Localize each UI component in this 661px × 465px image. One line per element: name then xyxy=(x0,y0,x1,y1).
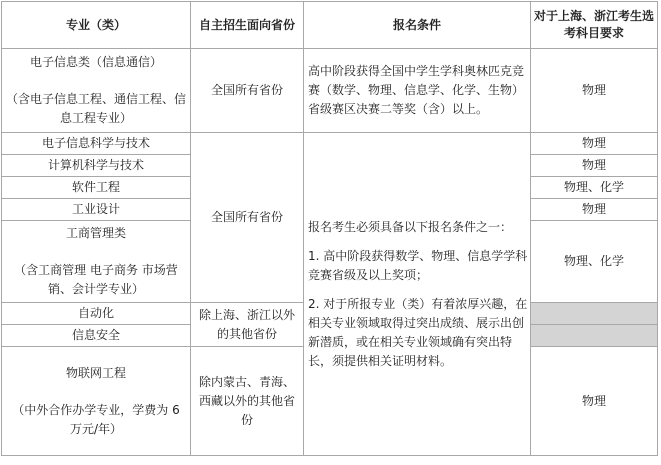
major-note: （含工商管理 电子商务 市场营销、会计学专业） xyxy=(14,263,178,296)
header-row xyxy=(2,2,658,49)
subject-cell: 物理、化学 xyxy=(531,221,658,303)
subject-cell: 物理 xyxy=(531,199,658,221)
condition-cell: 高中阶段获得全国中学生学科奥林匹克竞赛（数学、物理、信息学、化学、生物）省级赛区决赛二等奖（含）以上。 xyxy=(304,49,531,133)
major-name: 物联网工程 xyxy=(65,365,126,380)
condition-item-1: 1. 高中阶段获得数学、物理、信息学学科竞赛省级及以上奖项； xyxy=(308,248,528,282)
subject-cell: 物理 xyxy=(531,49,658,133)
major-note: （中外合作办学专业，学费为 6 万元/年） xyxy=(12,402,180,436)
major-cell xyxy=(2,221,191,303)
header-subject: 对于上海、浙江考生选考科目要求 xyxy=(531,2,658,49)
condition-intro: 报名考生必须具备以下报名条件之一： xyxy=(308,219,513,234)
province-cell: 除内蒙古、青海、西藏以外的其他省份 xyxy=(191,347,304,456)
major-cell: 工业设计 xyxy=(2,199,191,221)
major-cell: 信息安全 xyxy=(2,325,191,347)
table-row xyxy=(2,133,658,155)
header-major: 专业（类） xyxy=(2,2,191,49)
major-cell: 自动化 xyxy=(2,303,191,325)
province-cell: 全国所有省份 xyxy=(191,133,304,303)
table-row xyxy=(2,49,658,133)
major-name: 电子信息类（信息通信） xyxy=(29,55,162,69)
condition-item-2: 2. 对于所报专业（类）有着浓厚兴趣，在相关专业领域取得过突出成绩、展示出创新潜质，或在相关专业领域确有突出特长，须提供相关证明材料。 xyxy=(308,296,528,368)
major-cell: 计算机科学与技术 xyxy=(2,155,191,177)
major-name: 工商管理类 xyxy=(65,226,126,240)
subject-cell: 物理 xyxy=(531,133,658,155)
major-note: （含电子信息工程、通信工程、信息工程专业） xyxy=(5,92,186,125)
major-cell xyxy=(2,49,191,133)
major-cell xyxy=(2,347,191,456)
admission-table xyxy=(1,1,658,456)
condition-cell xyxy=(304,133,531,456)
subject-cell: 物理、化学 xyxy=(531,177,658,199)
header-province: 自主招生面向省份 xyxy=(191,2,304,49)
major-cell: 电子信息科学与技术 xyxy=(2,133,191,155)
header-condition: 报名条件 xyxy=(304,2,531,49)
subject-cell: 物理 xyxy=(531,347,658,456)
province-cell: 除上海、浙江以外的其他省份 xyxy=(191,303,304,347)
province-cell: 全国所有省份 xyxy=(191,49,304,133)
subject-cell: 物理 xyxy=(531,155,658,177)
subject-cell-empty xyxy=(531,303,658,325)
major-cell: 软件工程 xyxy=(2,177,191,199)
subject-cell-empty xyxy=(531,325,658,347)
